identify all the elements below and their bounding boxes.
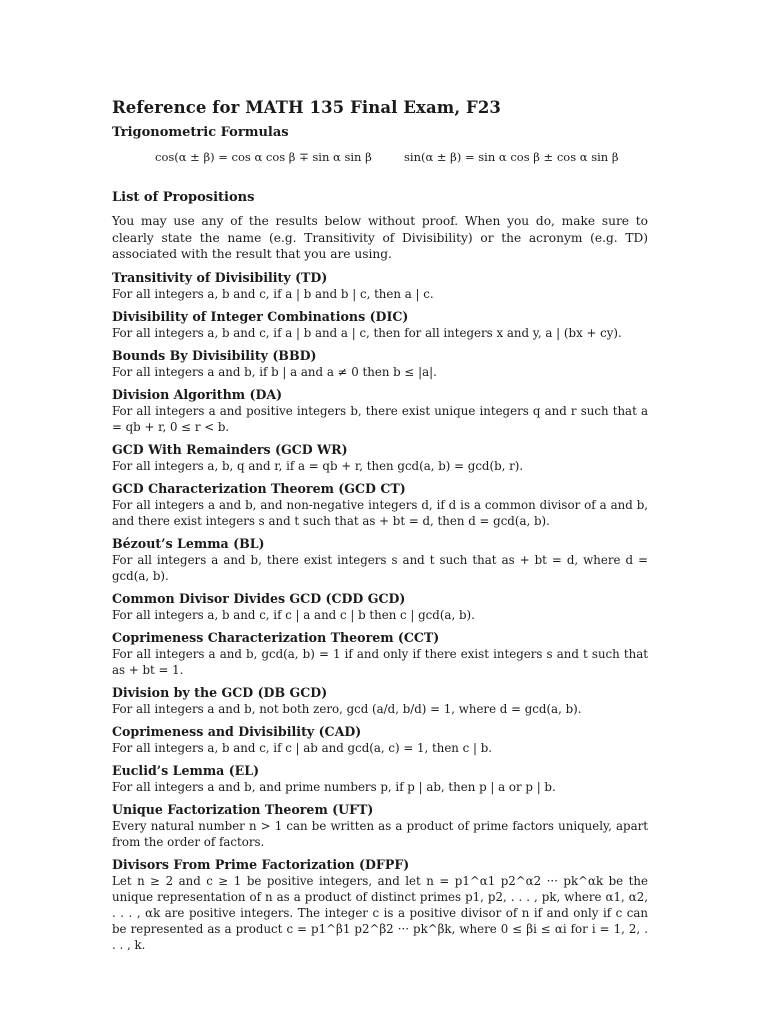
proposition-name: Division by the GCD (DB GCD)	[112, 684, 328, 700]
document-page	[112, 98, 648, 953]
proposition-name: Divisors From Prime Factorization (DFPF)	[112, 856, 410, 872]
proposition-text: For all integers a and b, if b | a and a ≠ 0 then b ≤ |a|.	[112, 364, 437, 379]
proposition-text: For all integers a, b and c, if c | ab and gcd(a, c) = 1, then c | b.	[112, 740, 493, 755]
proposition-name: GCD Characterization Theorem (GCD CT)	[112, 480, 406, 496]
proposition-dic	[112, 309, 648, 341]
trig-formula-sin: sin(α ± β) = sin α cos β ± cos α sin β	[404, 150, 619, 164]
proposition-text: For all integers a, b and c, if c | a and c | b then c | gcd(a, b).	[112, 607, 475, 622]
proposition-name: Transitivity of Divisibility (TD)	[112, 269, 328, 285]
proposition-gcd-ct	[112, 481, 648, 529]
proposition-list	[112, 270, 648, 953]
proposition-text: For all integers a and positive integers b, there exist unique integers q and r such that a = qb + r, 0 ≤ r < b.	[112, 403, 648, 434]
proposition-td	[112, 270, 648, 302]
trig-heading: Trigonometric Formulas	[112, 125, 289, 140]
proposition-text: For all integers a, b and c, if a | b and a | c, then for all integers x and y, a | (bx + cy).	[112, 325, 622, 340]
proposition-da	[112, 387, 648, 435]
proposition-name: GCD With Remainders (GCD WR)	[112, 441, 348, 457]
proposition-uft	[112, 802, 648, 850]
proposition-text: Every natural number n > 1 can be written as a product of prime factors uniquely, apart from the order of factors.	[112, 818, 648, 849]
proposition-text: For all integers a and b, and prime numbers p, if p | ab, then p | a or p | b.	[112, 779, 556, 794]
proposition-name: Coprimeness Characterization Theorem (CCT)	[112, 629, 440, 645]
proposition-text: For all integers a, b and c, if a | b and b | c, then a | c.	[112, 286, 434, 301]
proposition-cct	[112, 630, 648, 678]
trig-formula-cos: cos(α ± β) = cos α cos β ∓ sin α sin β	[155, 150, 372, 164]
proposition-text: Let n ≥ 2 and c ≥ 1 be positive integers, and let n = p1^α1 p2^α2 ··· pk^αk be the unique representation of n as a product of distinct primes p1, p2, . . . , pk, where α1, α2, . . . , αk are positive integers. The integer c is a positive divisor of n if and only if c can be represented as a product c = p1^β1 p2^β2 ··· pk^βk, where 0 ≤ βi ≤ αi for i = 1, 2, . . . , k.	[112, 873, 648, 952]
intro-paragraph: You may use any of the results below without proof. When you do, make sure to clearly state the name (e.g. Transitivity of Divisibility) or the acronym (e.g. TD) associated with the result that you are using.	[112, 214, 648, 261]
propositions-heading: List of Propositions	[112, 190, 255, 205]
proposition-text: For all integers a and b, and non-negative integers d, if d is a common divisor of a and b, and there exist integers s and t such that as + bt = d, then d = gcd(a, b).	[112, 497, 648, 528]
proposition-name: Unique Factorization Theorem (UFT)	[112, 801, 374, 817]
proposition-gcd-wr	[112, 442, 648, 474]
proposition-name: Euclid’s Lemma (EL)	[112, 762, 260, 778]
page-title: Reference for MATH 135 Final Exam, F23	[112, 98, 501, 117]
proposition-name: Bounds By Divisibility (BBD)	[112, 347, 317, 363]
trig-formulas	[112, 140, 648, 176]
proposition-cdd-gcd	[112, 591, 648, 623]
proposition-db-gcd	[112, 685, 648, 717]
proposition-name: Division Algorithm (DA)	[112, 386, 283, 402]
proposition-name: Coprimeness and Divisibility (CAD)	[112, 723, 362, 739]
proposition-bbd	[112, 348, 648, 380]
proposition-text: For all integers a and b, there exist integers s and t such that as + bt = d, where d = gcd(a, b).	[112, 552, 648, 583]
proposition-bl	[112, 536, 648, 584]
proposition-text: For all integers a and b, not both zero, gcd (a/d, b/d) = 1, where d = gcd(a, b).	[112, 701, 582, 716]
proposition-name: Bézout’s Lemma (BL)	[112, 535, 265, 551]
proposition-name: Common Divisor Divides GCD (CDD GCD)	[112, 590, 406, 606]
proposition-el	[112, 763, 648, 795]
proposition-name: Divisibility of Integer Combinations (DIC)	[112, 308, 409, 324]
proposition-text: For all integers a, b, q and r, if a = qb + r, then gcd(a, b) = gcd(b, r).	[112, 458, 524, 473]
proposition-dfpf	[112, 857, 648, 953]
proposition-text: For all integers a and b, gcd(a, b) = 1 if and only if there exist integers s and t such that as + bt = 1.	[112, 646, 648, 677]
proposition-cad	[112, 724, 648, 756]
